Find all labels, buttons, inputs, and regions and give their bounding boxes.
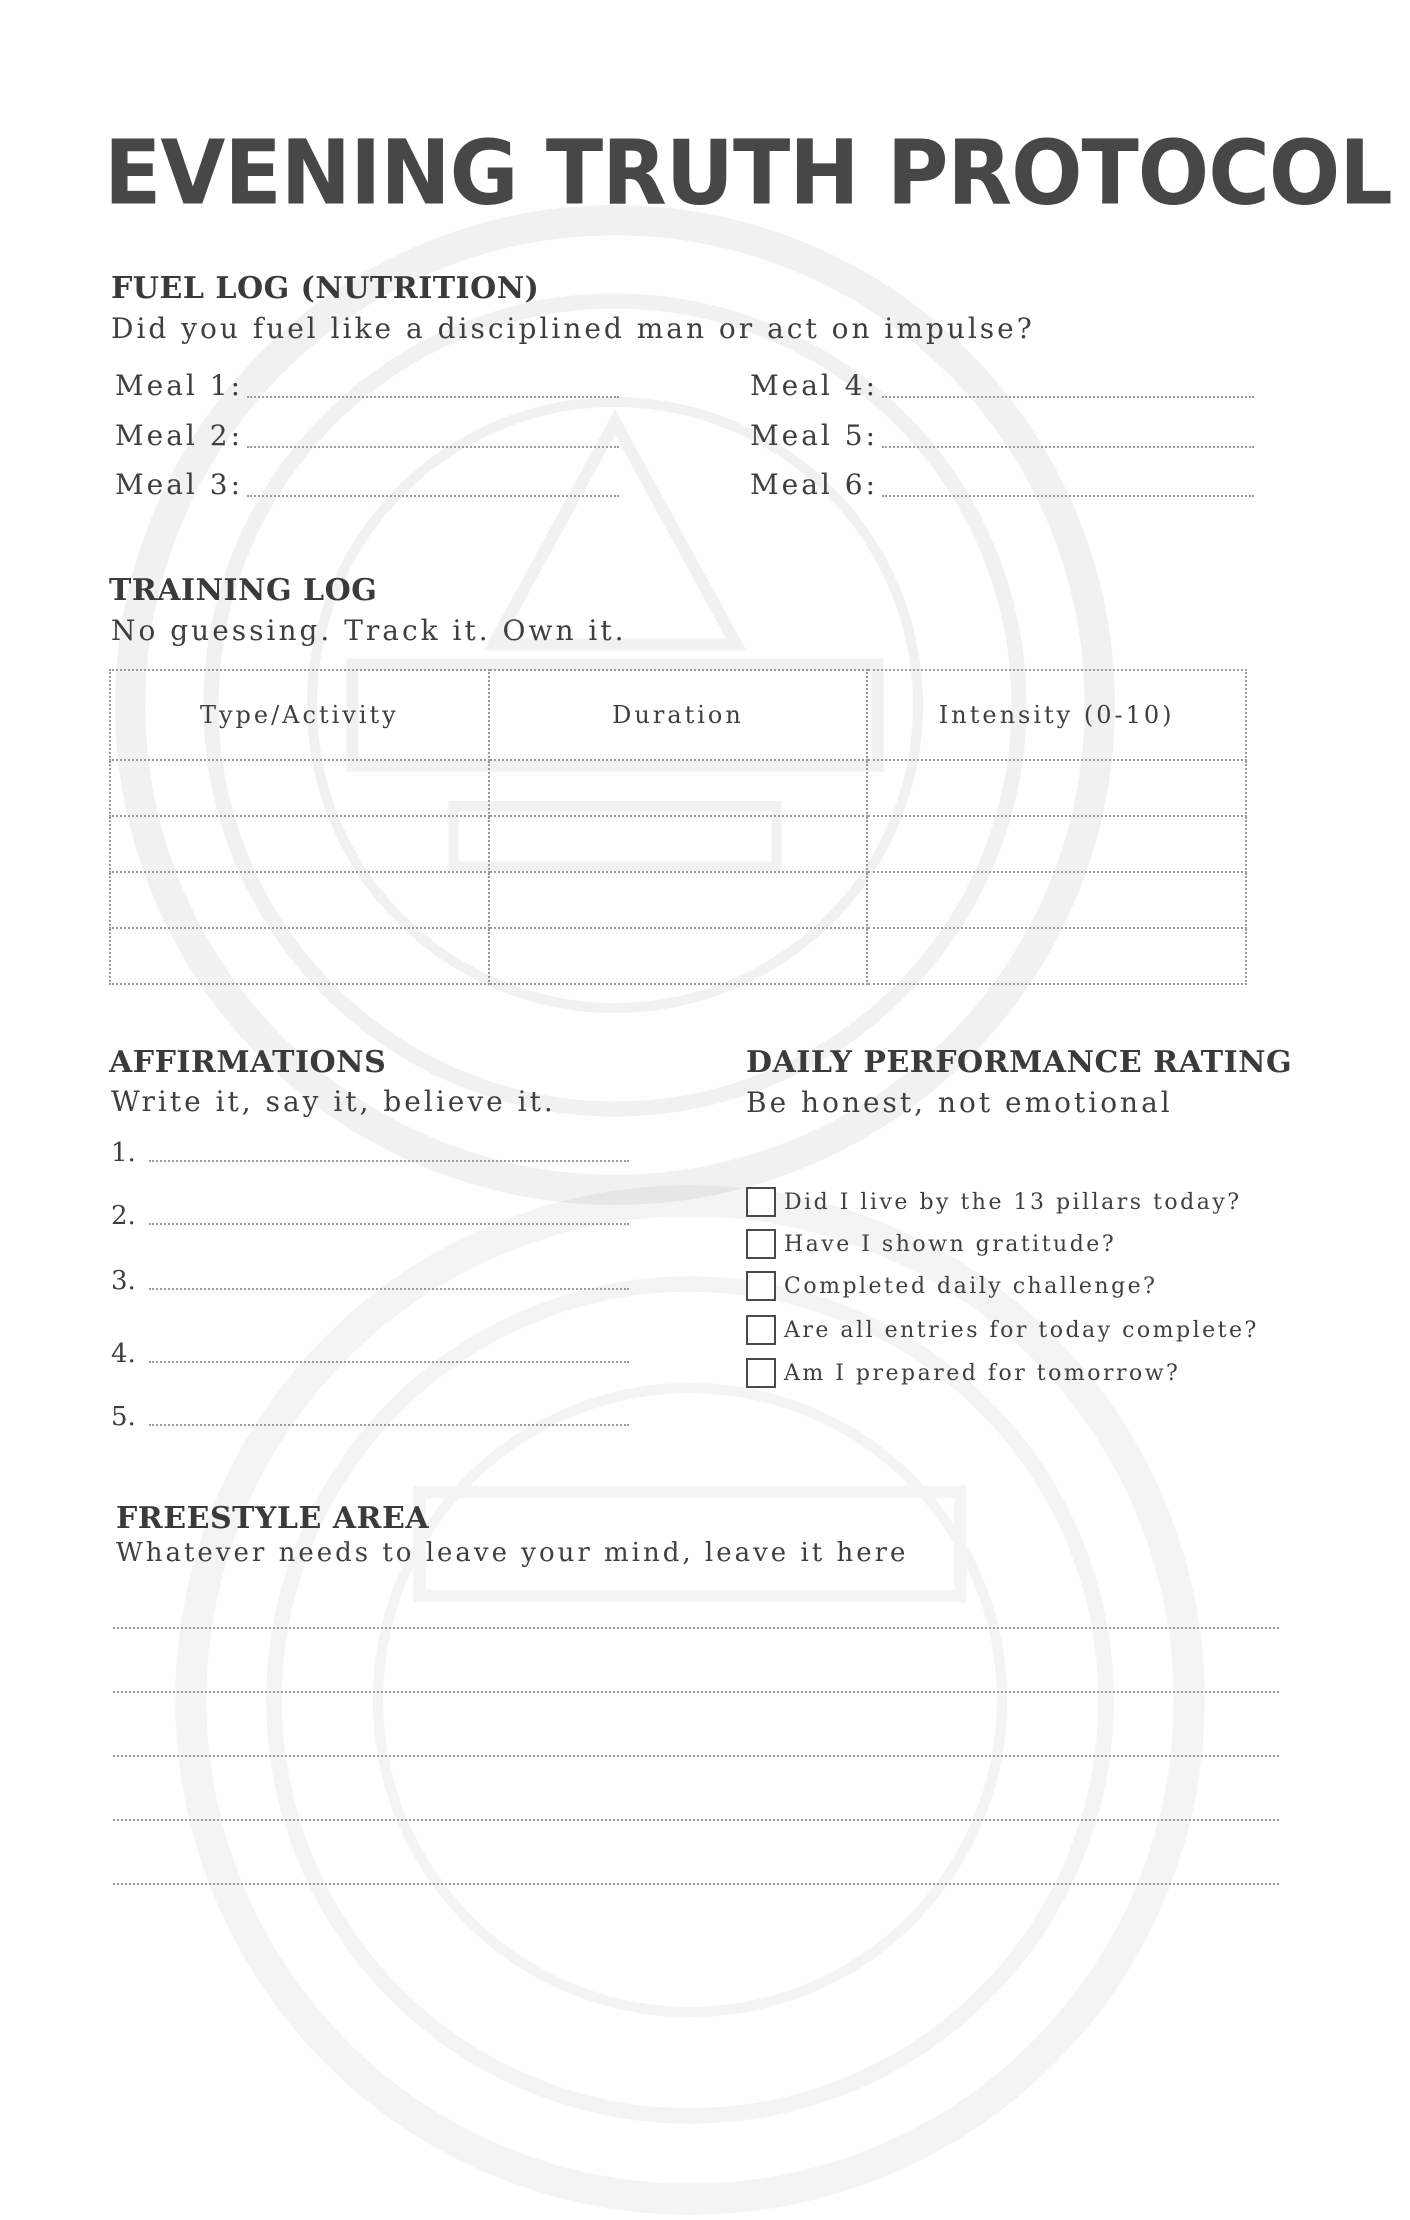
table-cell[interactable] [489, 816, 868, 872]
meal-1-label: Meal 1: [115, 369, 244, 402]
checkbox[interactable] [746, 1187, 776, 1217]
affirmation-1 [111, 1140, 629, 1166]
freestyle-subtitle: Whatever needs to leave your mind, leave it here [116, 1538, 909, 1568]
meal-2-row [115, 414, 619, 450]
freestyle-line[interactable] [113, 1690, 1279, 1693]
freestyle-line[interactable] [113, 1818, 1279, 1821]
table-cell[interactable] [489, 928, 868, 984]
table-cell[interactable] [867, 816, 1246, 872]
table-row [110, 928, 1246, 984]
column-header-duration: Duration [489, 670, 868, 760]
checklist-label: Completed daily challenge? [784, 1273, 1158, 1299]
affirmation-5 [111, 1404, 629, 1430]
checkbox[interactable] [746, 1315, 776, 1345]
checklist-label: Are all entries for today complete? [784, 1317, 1259, 1343]
affirmation-number: 1. [111, 1138, 136, 1168]
affirmations-heading: AFFIRMATIONS [109, 1045, 387, 1080]
training-table [109, 669, 1247, 985]
table-cell[interactable] [110, 760, 489, 816]
meal-6-row [750, 463, 1254, 499]
affirmation-3 [111, 1268, 629, 1294]
meal-1-field[interactable] [247, 395, 619, 398]
page-title: EVENING TRUTH PROTOCOL [104, 120, 1392, 225]
freestyle-line[interactable] [113, 1882, 1279, 1885]
affirmation-2 [111, 1203, 629, 1229]
table-cell[interactable] [867, 760, 1246, 816]
table-header-row [110, 670, 1246, 760]
meal-2-field[interactable] [247, 445, 619, 448]
affirmation-5-field[interactable] [149, 1423, 629, 1426]
table-row [110, 760, 1246, 816]
affirmation-1-field[interactable] [149, 1159, 629, 1162]
checkbox[interactable] [746, 1358, 776, 1388]
affirmation-number: 2. [111, 1201, 136, 1231]
meal-5-field[interactable] [882, 445, 1254, 448]
meal-3-label: Meal 3: [115, 468, 244, 501]
meal-4-field[interactable] [882, 395, 1254, 398]
meal-2-label: Meal 2: [115, 419, 244, 452]
freestyle-line[interactable] [113, 1754, 1279, 1757]
table-row [110, 872, 1246, 928]
table-cell[interactable] [110, 816, 489, 872]
checklist-label: Am I prepared for tomorrow? [784, 1360, 1181, 1386]
fuel-log-heading: FUEL LOG (NUTRITION) [111, 271, 540, 306]
checklist-item[interactable] [746, 1185, 1242, 1219]
affirmation-number: 4. [111, 1339, 136, 1369]
freestyle-heading: FREESTYLE AREA [116, 1501, 430, 1536]
table-cell[interactable] [867, 928, 1246, 984]
checklist-label: Have I shown gratitude? [784, 1231, 1117, 1257]
affirmation-3-field[interactable] [149, 1287, 629, 1290]
training-log-subtitle: No guessing. Track it. Own it. [111, 614, 627, 647]
checklist-label: Did I live by the 13 pillars today? [784, 1189, 1242, 1215]
checklist-item[interactable] [746, 1227, 1116, 1261]
meal-3-field[interactable] [247, 494, 619, 497]
training-log-heading: TRAINING LOG [109, 573, 378, 608]
checklist-item[interactable] [746, 1269, 1157, 1303]
meal-4-label: Meal 4: [750, 369, 879, 402]
table-cell[interactable] [489, 872, 868, 928]
freestyle-line[interactable] [113, 1626, 1279, 1629]
meal-3-row [115, 463, 619, 499]
affirmation-2-field[interactable] [149, 1222, 629, 1225]
performance-rating-heading: DAILY PERFORMANCE RATING [746, 1045, 1293, 1080]
fuel-log-subtitle: Did you fuel like a disciplined man or act on impulse? [111, 312, 1035, 345]
meal-6-field[interactable] [882, 494, 1254, 497]
checklist-item[interactable] [746, 1356, 1180, 1390]
meal-5-row [750, 414, 1254, 450]
meal-5-label: Meal 5: [750, 419, 879, 452]
checklist-item[interactable] [746, 1313, 1259, 1347]
table-cell[interactable] [110, 872, 489, 928]
column-header-intensity: Intensity (0-10) [867, 670, 1246, 760]
meal-1-row [115, 364, 619, 400]
column-header-type: Type/Activity [110, 670, 489, 760]
meal-4-row [750, 364, 1254, 400]
affirmations-subtitle: Write it, say it, believe it. [111, 1085, 556, 1118]
affirmation-4-field[interactable] [149, 1360, 629, 1363]
affirmation-4 [111, 1341, 629, 1367]
meal-6-label: Meal 6: [750, 468, 879, 501]
affirmation-number: 3. [111, 1266, 136, 1296]
table-cell[interactable] [110, 928, 489, 984]
table-row [110, 816, 1246, 872]
checkbox[interactable] [746, 1271, 776, 1301]
table-cell[interactable] [867, 872, 1246, 928]
affirmation-number: 5. [111, 1402, 136, 1432]
performance-rating-subtitle: Be honest, not emotional [746, 1086, 1173, 1119]
checkbox[interactable] [746, 1229, 776, 1259]
table-cell[interactable] [489, 760, 868, 816]
